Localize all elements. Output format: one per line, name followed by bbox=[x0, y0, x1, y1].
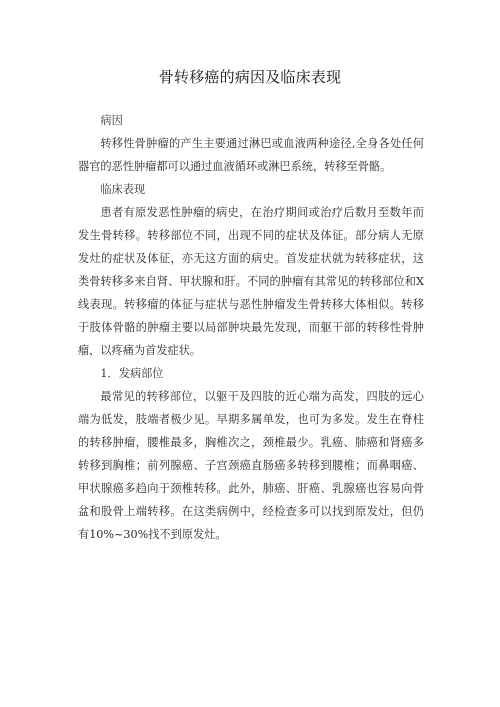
paragraph-clinical: 患者有原发恶性肿瘤的病史，在治疗期间或治疗后数月至数年而发生骨转移。转移部位不同，出现不同的症状及体征。部分病人无原发灶的症状及体征，亦无这方面的病史。首发症状就为转移症状，这类骨转移多来自肾、甲状腺和肝。不同的肿瘤有其常见的转移部位和X线表现。转移瘤的体征与症状与恶性肿瘤发生骨转移大体相似。转移于肢体骨骼的肿瘤主要以局部肿块最先发现，而躯干部的转移性骨肿瘤，以疼痛为首发症状。 bbox=[78, 206, 424, 357]
section-heading-clinical: 临床表现 bbox=[100, 183, 146, 196]
paragraph-site: 最常见的转移部位，以躯干及四肢的近心端为高发，四肢的远心端为低发，肢端者极少见。早期多属单发，也可为多发。发生在脊柱的转移肿瘤，腰椎最多，胸椎次之，颈椎最少。乳癌、肺癌和肾癌多转移到胸椎；前列腺癌、子宫颈癌直肠癌多转移到腰椎；而鼻咽癌、甲状腺癌多趋向于颈椎转移。此外，肺癌、肝癌、乳腺癌也容易向骨盆和股骨上端转移。在这类病例中，经检查多可以找到原发灶，但仍有10%~30%找不到原发灶。 bbox=[78, 390, 424, 541]
section-heading-site: 1．发病部位 bbox=[100, 367, 164, 380]
document-body bbox=[78, 109, 424, 546]
section-heading-cause: 病因 bbox=[100, 114, 123, 127]
document-title: 骨转移癌的病因及临床表现 bbox=[158, 68, 342, 86]
paragraph-cause: 转移性骨肿瘤的产生主要通过淋巴或血液两种途径,全身各处任何器官的恶性肿瘤都可以通过血液循环或淋巴系统，转移至骨骼。 bbox=[78, 137, 424, 173]
